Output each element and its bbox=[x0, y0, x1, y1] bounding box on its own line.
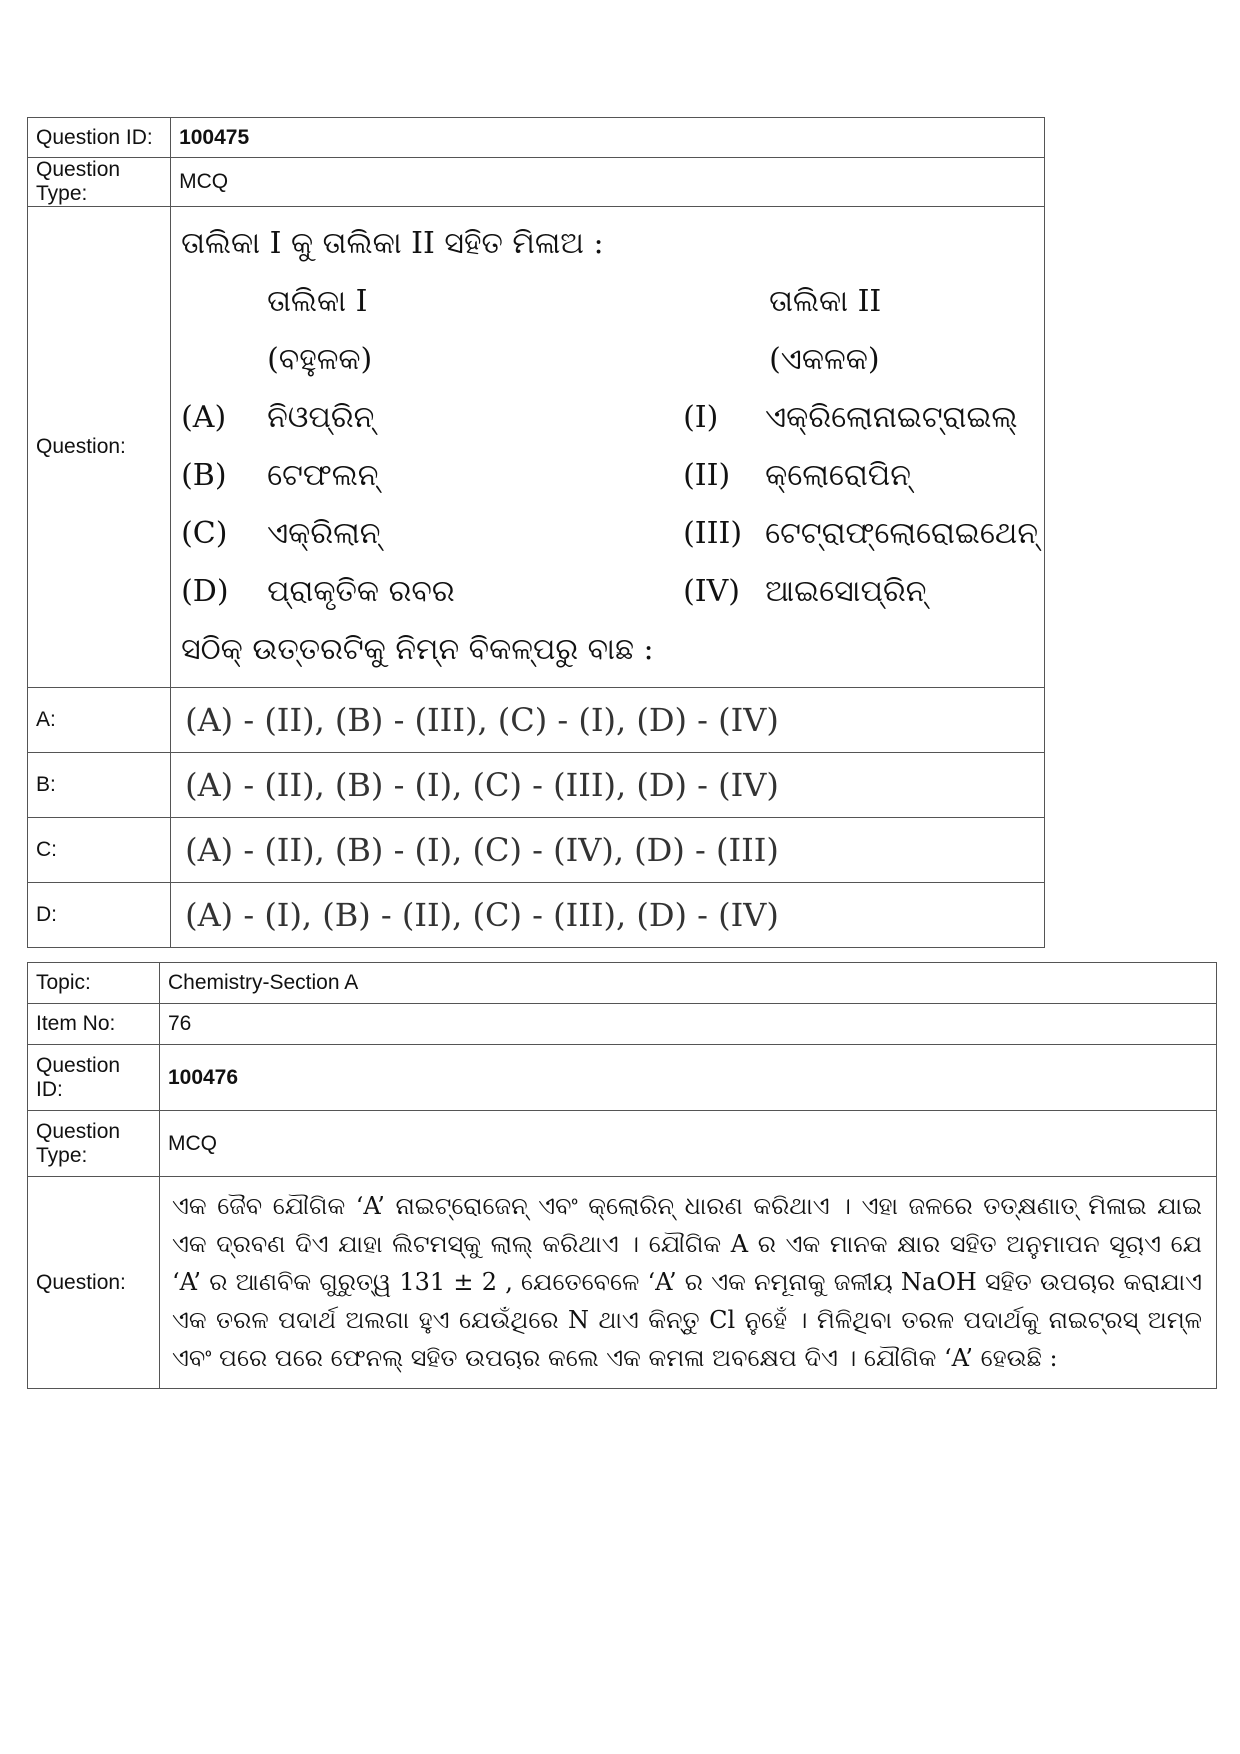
question-type-value: MCQ bbox=[171, 158, 1045, 207]
list2-key: (II) bbox=[683, 458, 731, 493]
question-text: ଏକ ଜୈବ ଯୌଗିକ ‘A’ ନାଇଟ୍ରୋଜେନ୍ ଏବଂ କ୍ଲୋରିନ୍ ଧାରଣ କରିଥାଏ । ଏହା ଜଳରେ ତତ୍କ୍ଷଣାତ୍ ମିଳାଇ ଯାଇ ଏକ ଦ୍ରବଣ ଦିଏ ଯାହା ଲିଟମସ୍‌କୁ ଲାଲ୍ କରିଥାଏ । ଯୌଗିକ A ର ଏକ ମାନକ କ୍ଷାର ସହିତ ଅନୁମାପନ ସୂଚାଏ ଯେ ‘A’ ର ଆଣବିକ ଗୁରୁତ୍ୱ 131 ± 2 , ଯେତେବେଳେ ‘A’ ର ଏକ ନମୂନାକୁ ଜଳୀୟ NaOH ସହିତ ଉପଚାର କରାଯାଏ ଏକ ତରଳ ପଦାର୍ଥ ଅଲଗା ହୁଏ ଯେଉଁଥିରେ N ଥାଏ କିନ୍ତୁ Cl ନୁହେଁ । ମିଳିଥିବା ତରଳ ପଦାର୍ଥକୁ ନାଇଟ୍ରସ୍ ଅମ୍ଳ ଏବଂ ପରେ ପରେ ଫେନଲ୍ ସହିତ ଉପଚାର କଲେ ଏକ କମଳା ଅବକ୍ଷେପ ଦିଏ । ଯୌଗିକ ‘A’ ହେଉଛି : bbox=[159, 1177, 1216, 1389]
question-id-value: 100476 bbox=[159, 1045, 1216, 1111]
question-table-100476 bbox=[27, 962, 1217, 1389]
row-option-a bbox=[28, 688, 1045, 753]
label-question-type: Question Type: bbox=[28, 158, 171, 207]
list2-key: (I) bbox=[683, 400, 719, 435]
list1-key: (A) bbox=[181, 400, 227, 435]
label-question-type: Question Type: bbox=[28, 1111, 160, 1177]
row-item-no bbox=[28, 1004, 1217, 1045]
list2-key: (IV) bbox=[683, 574, 741, 609]
row-option-b bbox=[28, 753, 1045, 818]
label-option-b: B: bbox=[28, 753, 171, 818]
list1-item: ଏକ୍ରିଲାନ୍ bbox=[267, 516, 381, 551]
question-body bbox=[171, 207, 1045, 688]
row-topic bbox=[28, 963, 1217, 1004]
label-question-id: Question ID: bbox=[28, 118, 171, 158]
list1-key: (D) bbox=[181, 574, 229, 609]
match-row bbox=[181, 563, 1038, 621]
list1-key: (B) bbox=[181, 458, 227, 493]
list2-item: ଟେଟ୍ରାଫ୍ଲୋରୋଇଥେନ୍ bbox=[765, 516, 1038, 551]
list2-header: ତାଲିକା II bbox=[769, 284, 882, 319]
label-question: Question: bbox=[28, 1177, 160, 1389]
list2-key: (III) bbox=[683, 516, 743, 551]
match-row bbox=[181, 447, 1038, 505]
row-question-type bbox=[28, 158, 1045, 207]
row-question-type bbox=[28, 1111, 1217, 1177]
list-subheaders bbox=[181, 331, 1038, 389]
list1-item: ପ୍ରାକୃତିକ ରବର bbox=[267, 574, 455, 609]
row-question-body bbox=[28, 1177, 1217, 1389]
list2-subheader: (ଏକଳକ) bbox=[769, 342, 880, 377]
question-intro: ତାଲିକା I କୁ ତାଲିକା II ସହିତ ମିଳାଅ : bbox=[181, 226, 604, 261]
list2-item: ଆଇସୋପ୍ରିନ୍ bbox=[765, 574, 927, 609]
option-b-text: (A) - (II), (B) - (I), (C) - (III), (D) - (IV) bbox=[171, 753, 1045, 818]
list1-subheader: (ବହୁଳକ) bbox=[267, 342, 373, 377]
match-row bbox=[181, 389, 1038, 447]
label-option-a: A: bbox=[28, 688, 171, 753]
question-id-value: 100475 bbox=[171, 118, 1045, 158]
row-option-c bbox=[28, 818, 1045, 883]
list2-item: କ୍ଲୋରୋପିନ୍ bbox=[765, 458, 911, 493]
label-topic: Topic: bbox=[28, 963, 160, 1004]
question-type-value: MCQ bbox=[159, 1111, 1216, 1177]
label-item-no: Item No: bbox=[28, 1004, 160, 1045]
option-c-text: (A) - (II), (B) - (I), (C) - (IV), (D) - (III) bbox=[171, 818, 1045, 883]
list1-key: (C) bbox=[181, 516, 228, 551]
question-outro: ସଠିକ୍ ଉତ୍ତରଟିକୁ ନିମ୍ନ ବିକଳ୍ପରୁ ବାଛ : bbox=[181, 632, 654, 667]
topic-value: Chemistry-Section A bbox=[159, 963, 1216, 1004]
match-row bbox=[181, 505, 1038, 563]
option-a-text: (A) - (II), (B) - (III), (C) - (I), (D) - (IV) bbox=[171, 688, 1045, 753]
label-option-c: C: bbox=[28, 818, 171, 883]
row-question-id bbox=[28, 1045, 1217, 1111]
list1-item: ଟେଫଲନ୍ bbox=[267, 458, 379, 493]
list1-item: ନିଓପ୍ରିନ୍ bbox=[267, 400, 375, 435]
label-option-d: D: bbox=[28, 883, 171, 948]
option-d-text: (A) - (I), (B) - (II), (C) - (III), (D) - (IV) bbox=[171, 883, 1045, 948]
list2-item: ଏକ୍ରିଲୋନାଇଟ୍ରାଇଲ୍ bbox=[765, 400, 1018, 435]
label-question: Question: bbox=[28, 207, 171, 688]
row-question-body bbox=[28, 207, 1045, 688]
item-no-value: 76 bbox=[159, 1004, 1216, 1045]
list1-header: ତାଲିକା I bbox=[267, 284, 368, 319]
list-headers bbox=[181, 273, 1038, 331]
label-question-id: Question ID: bbox=[28, 1045, 160, 1111]
row-question-id bbox=[28, 118, 1045, 158]
question-table-100475 bbox=[27, 117, 1045, 948]
row-option-d bbox=[28, 883, 1045, 948]
